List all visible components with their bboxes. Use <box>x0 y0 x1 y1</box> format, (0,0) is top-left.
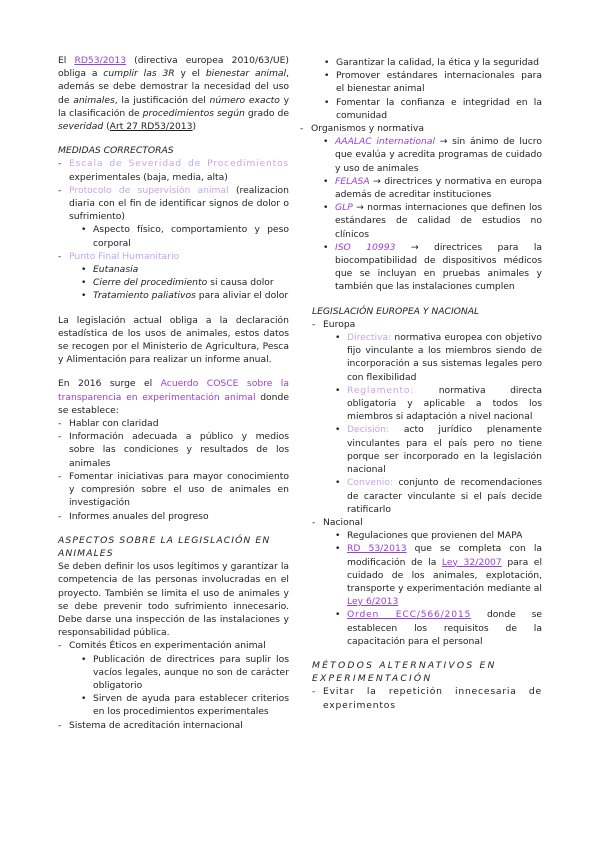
intro-text: ) <box>192 121 197 133</box>
ley-link[interactable]: Ley 32/2007 <box>441 556 502 568</box>
cosce-text: En 2016 surge el <box>58 378 161 390</box>
list-item <box>58 157 289 183</box>
org-text: normas internaciones que definen los estándares de calidad de estudios no clínicos <box>335 202 542 240</box>
list-item <box>335 384 542 424</box>
list-item <box>312 318 542 516</box>
punto-sub-text: para aliviar el dolor <box>195 290 289 302</box>
punto-title: Punto Final Humanitario <box>69 250 180 262</box>
arrow-icon: → <box>352 202 368 214</box>
sistema-sublist <box>312 56 542 122</box>
legislacion-list <box>312 318 542 648</box>
list-item <box>335 476 542 516</box>
nac-text: que se completa con la modificación de la <box>347 543 543 568</box>
nacional-sublist <box>323 529 542 648</box>
list-item: - Información adecuada a público y medios sobre las condiciones y resultados de los animales <box>58 430 289 470</box>
legislacion-heading: LEGISLACIÓN EUROPEA Y NACIONAL <box>312 305 480 317</box>
right-column <box>312 56 542 712</box>
term-text: acto jurídico plenamente vinculantes para el país pero no tiene porque ser incorporado en la legislación nacional <box>347 424 542 476</box>
left-column <box>58 54 289 732</box>
list-item <box>335 331 542 384</box>
list-item <box>312 516 542 648</box>
list-item: - Informes anuales del progreso <box>58 510 289 523</box>
term-name: Reglamento: <box>347 384 415 396</box>
list-item: • Fomentar la confianza e integridad en la comunidad <box>324 96 542 122</box>
term-name: Convenio: <box>347 477 394 489</box>
list-item: - Fomentar iniciativas para mayor conocimiento y compresión sobre el uso de animales en investigación <box>58 470 289 510</box>
punto-sublist <box>69 263 289 303</box>
arrow-icon: → <box>369 175 385 187</box>
intro-text: , además se debe demostrar la necesidad del uso de <box>58 68 290 106</box>
cosce-list <box>58 417 289 523</box>
nac-text: donde se establecen los requisitos de la capacitación para el personal <box>347 609 543 647</box>
intro-text: (directiva europea 2010/63/UE) obliga a <box>58 55 289 80</box>
cosce-link[interactable]: Acuerdo COSCE sobre la transparencia en experimentación animal <box>58 378 289 403</box>
intro-italic: bienestar animal <box>205 68 287 80</box>
list-item <box>58 639 289 718</box>
escala-text: experimentales (baja, media, alta) <box>69 171 228 183</box>
org-name: ISO 10993 <box>335 241 396 253</box>
protocolo-title: Protocolo de supervisión animal <box>69 184 229 196</box>
metodos-heading: MÉTODOS ALTERNATIVOS EN EXPERIMENTACIÓN <box>312 659 497 685</box>
list-item: - Hablar con claridad <box>58 417 289 430</box>
punto-sub-text: si causa dolor <box>207 277 274 289</box>
org-text: directrices para la biocompatibilidad de dispositivos médicos que se incluyan en pruebas animales y también que las instalaciones cumplen <box>335 241 542 293</box>
term-text: conjunto de recomendaciones de caracter vinculante si el país decide ratificarlo <box>347 477 542 515</box>
cosce-text: donde se establece: <box>58 391 289 416</box>
comites-label: Comités Éticos en experimentación animal <box>69 640 266 652</box>
org-name: GLP <box>335 202 353 214</box>
list-item: • Sirven de ayuda para establecer criterios en los procedimientos experimentales <box>81 692 289 718</box>
intro-text: y la clasificación de <box>58 94 290 119</box>
list-item: • Eutanasia <box>81 263 289 276</box>
intro-italic: número exacto <box>209 94 280 106</box>
europa-label: Europa <box>323 318 356 330</box>
intro-italic: cumplir las 3R <box>103 68 175 80</box>
intro-italic: animales <box>73 94 115 106</box>
term-text: normativa directa obligatoria y aplicable a todos los miembros si adaptación a nivel nacional <box>347 384 542 423</box>
legislacion-paragraph: La legislación actual obliga a la declaración estadística de los usos de animales, estos datos se recogen por el Ministerio de Agricultura, Pesca y Alimentación para realizar un informe anual. <box>58 314 289 366</box>
rd-link[interactable]: RD 53/2013 <box>347 543 407 555</box>
organismos-sublist <box>311 135 542 293</box>
organismos-label: Organismos y normativa <box>311 123 424 135</box>
protocolo-sublist <box>69 223 289 249</box>
escala-title: Escala de Severidad de Procedimientos <box>69 158 289 170</box>
nacional-label: Nacional <box>323 516 363 528</box>
list-item <box>323 135 542 175</box>
medidas-list <box>58 157 289 302</box>
punto-sub-italic: Tratamiento paliativos <box>93 290 196 302</box>
intro-text: , la justificación del <box>114 94 210 106</box>
term-text: normativa europea con objetivo fijo vinculante a los miembros siendo de incorporación a sus sistemas legales pero con flexibilidad <box>347 332 542 383</box>
list-item <box>300 122 542 294</box>
list-item <box>335 423 542 476</box>
metodos-list <box>312 685 542 711</box>
organismos-list <box>300 122 542 294</box>
list-item <box>81 289 289 302</box>
orden-link[interactable]: Orden ECC/566/2015 <box>347 609 472 621</box>
arrow-icon: → <box>395 241 434 253</box>
list-item <box>58 184 289 250</box>
arrow-icon: → <box>435 136 453 148</box>
list-item <box>323 175 542 201</box>
intro-italic: procedimientos según <box>142 107 245 119</box>
aspectos-list <box>58 639 289 731</box>
list-item: • Regulaciones que provienen del MAPA <box>335 529 542 542</box>
list-item <box>335 542 542 608</box>
intro-text: El <box>58 55 75 66</box>
list-item <box>81 276 289 289</box>
org-name: AAALAC international <box>335 136 436 148</box>
org-text: sin ánimo de lucro que evalúa y acredita programas de cuidado y uso de animales <box>335 136 542 174</box>
list-item: • Garantizar la calidad, la ética y la seguridad <box>324 56 542 69</box>
list-item: - Evitar la repetición innecesaria de experimentos <box>312 685 542 711</box>
intro-text: y el <box>174 68 206 80</box>
org-text: directrices y normativa en europa además de acreditar instituciones <box>335 175 542 201</box>
rd-link[interactable]: RD53/2013 <box>74 55 127 66</box>
nac-text: para el cuidado de los animales, explotación, transporte y experimentación mediante al <box>347 556 542 594</box>
term-name: Directiva: <box>347 332 392 344</box>
ley-link[interactable]: Ley 6/2013 <box>347 596 399 608</box>
protocolo-text: (realizacion diaria con el fin de identificar signos de dolor o sufrimiento) <box>69 184 289 223</box>
intro-paragraph <box>58 54 289 133</box>
list-item <box>323 201 542 241</box>
punto-sub-italic: Cierre del procedimiento <box>93 277 208 289</box>
term-name: Decisión: <box>347 424 390 436</box>
intro-italic: severidad <box>58 121 104 133</box>
org-name: FELASA <box>335 175 370 187</box>
medidas-heading: MEDIDAS CORRECTORAS <box>58 145 174 157</box>
art-reference[interactable]: Art 27 RD53/2013 <box>109 121 193 133</box>
aspectos-paragraph: Se deben definir los usos legítimos y garantizar la competencia de las personas involucradas en el proyecto. También se limita el uso de animales y se debe prevenir todo sufrimiento innecesario. Debe darse una inspección de las instalaciones y responsabilidad pública. <box>58 561 289 639</box>
list-item <box>335 608 542 648</box>
europa-sublist <box>323 331 542 516</box>
list-item: • Promover estándares internacionales para el bienestar animal <box>324 69 542 95</box>
list-item: • Publicación de directrices para suplir los vacíos legales, aunque no son de carácter obligatorio <box>81 653 289 693</box>
list-item: • Aspecto físico, comportamiento y peso corporal <box>81 223 289 249</box>
comites-sublist <box>69 653 289 719</box>
list-item <box>58 250 289 303</box>
aspectos-heading: ASPECTOS SOBRE LA LEGISLACIÓN EN ANIMALES <box>58 534 271 559</box>
cosce-paragraph <box>58 377 289 417</box>
intro-text: ( <box>103 121 110 133</box>
list-item <box>323 241 542 294</box>
list-item: - Sistema de acreditación internacional <box>58 719 289 732</box>
intro-text: grado de <box>244 107 289 119</box>
